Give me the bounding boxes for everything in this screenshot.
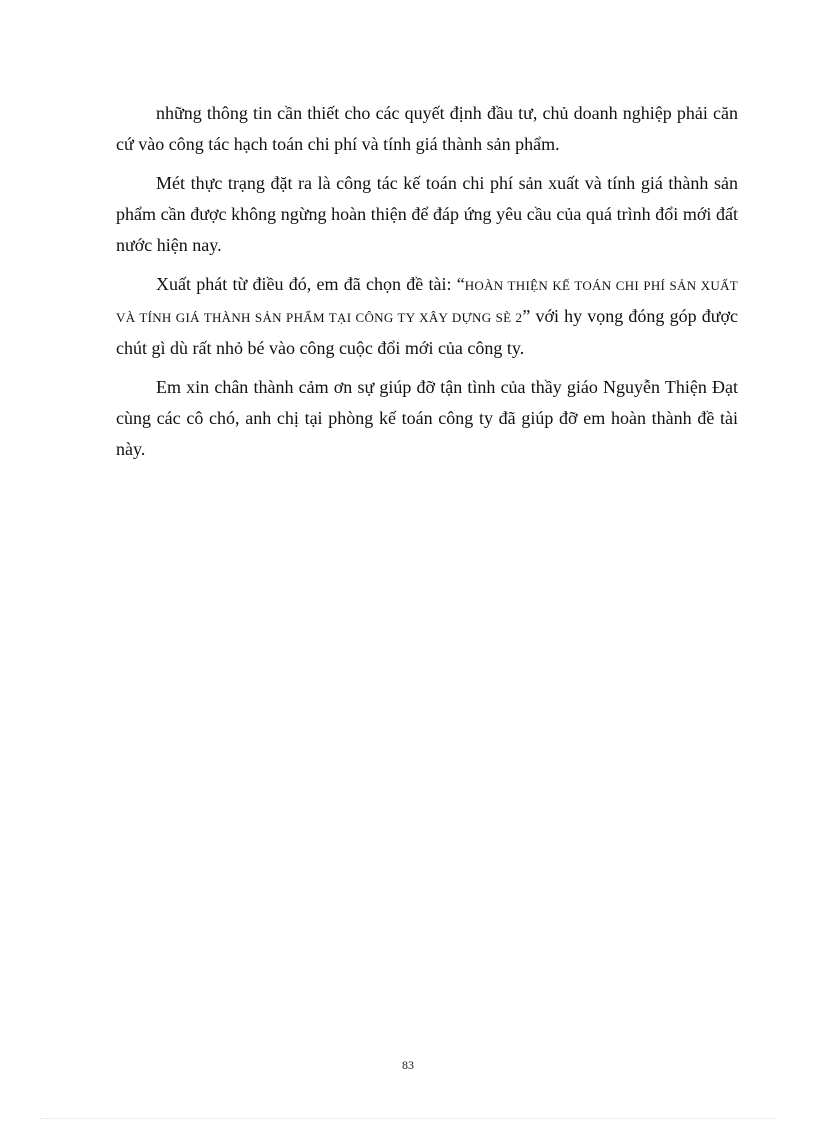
paragraph-3-lead: Xuất phát từ điều đó, em đã chọn đề tài: “ [156,274,465,294]
page-number: 83 [402,1058,414,1072]
paragraph-1: những thông tin cần thiết cho các quyết định đầu tư, chủ doanh nghiệp phải căn cứ vào công tác hạch toán chi phí và tính giá thành sản phẩm. [116,103,738,154]
paragraph-3-tail: ” với hy vọng đóng góp được chút gì dù rất nhỏ bé vào công cuộc đổi mới của công ty. [116,306,738,358]
page-bottom-divider [40,1118,776,1119]
body-text [116,98,738,473]
paragraph-3 [116,269,738,364]
paragraph-2: Mét thực trạng đặt ra là công tác kế toán chi phí sản xuất và tính giá thành sản phẩm cần được không ngừng hoàn thiện để đáp ứng yêu cầu của quá trình đổi mới đất nước hiện nay. [116,173,738,255]
thesis-title: HOÀN THIỆN KẾ TOÁN CHI PHÍ SẢN XUẤT VÀ TÍNH GIÁ THÀNH SẢN PHẨM TẠI CÔNG TY XÂY DỰNG SÈ 2 [116,278,738,325]
paragraph-4: Em xin chân thành cảm ơn sự giúp đỡ tận tình của thầy giáo Nguyễn Thiện Đạt cùng các cô chó, anh chị tại phòng kế toán công ty đã giúp đỡ em hoàn thành đề tài này. [116,377,738,459]
